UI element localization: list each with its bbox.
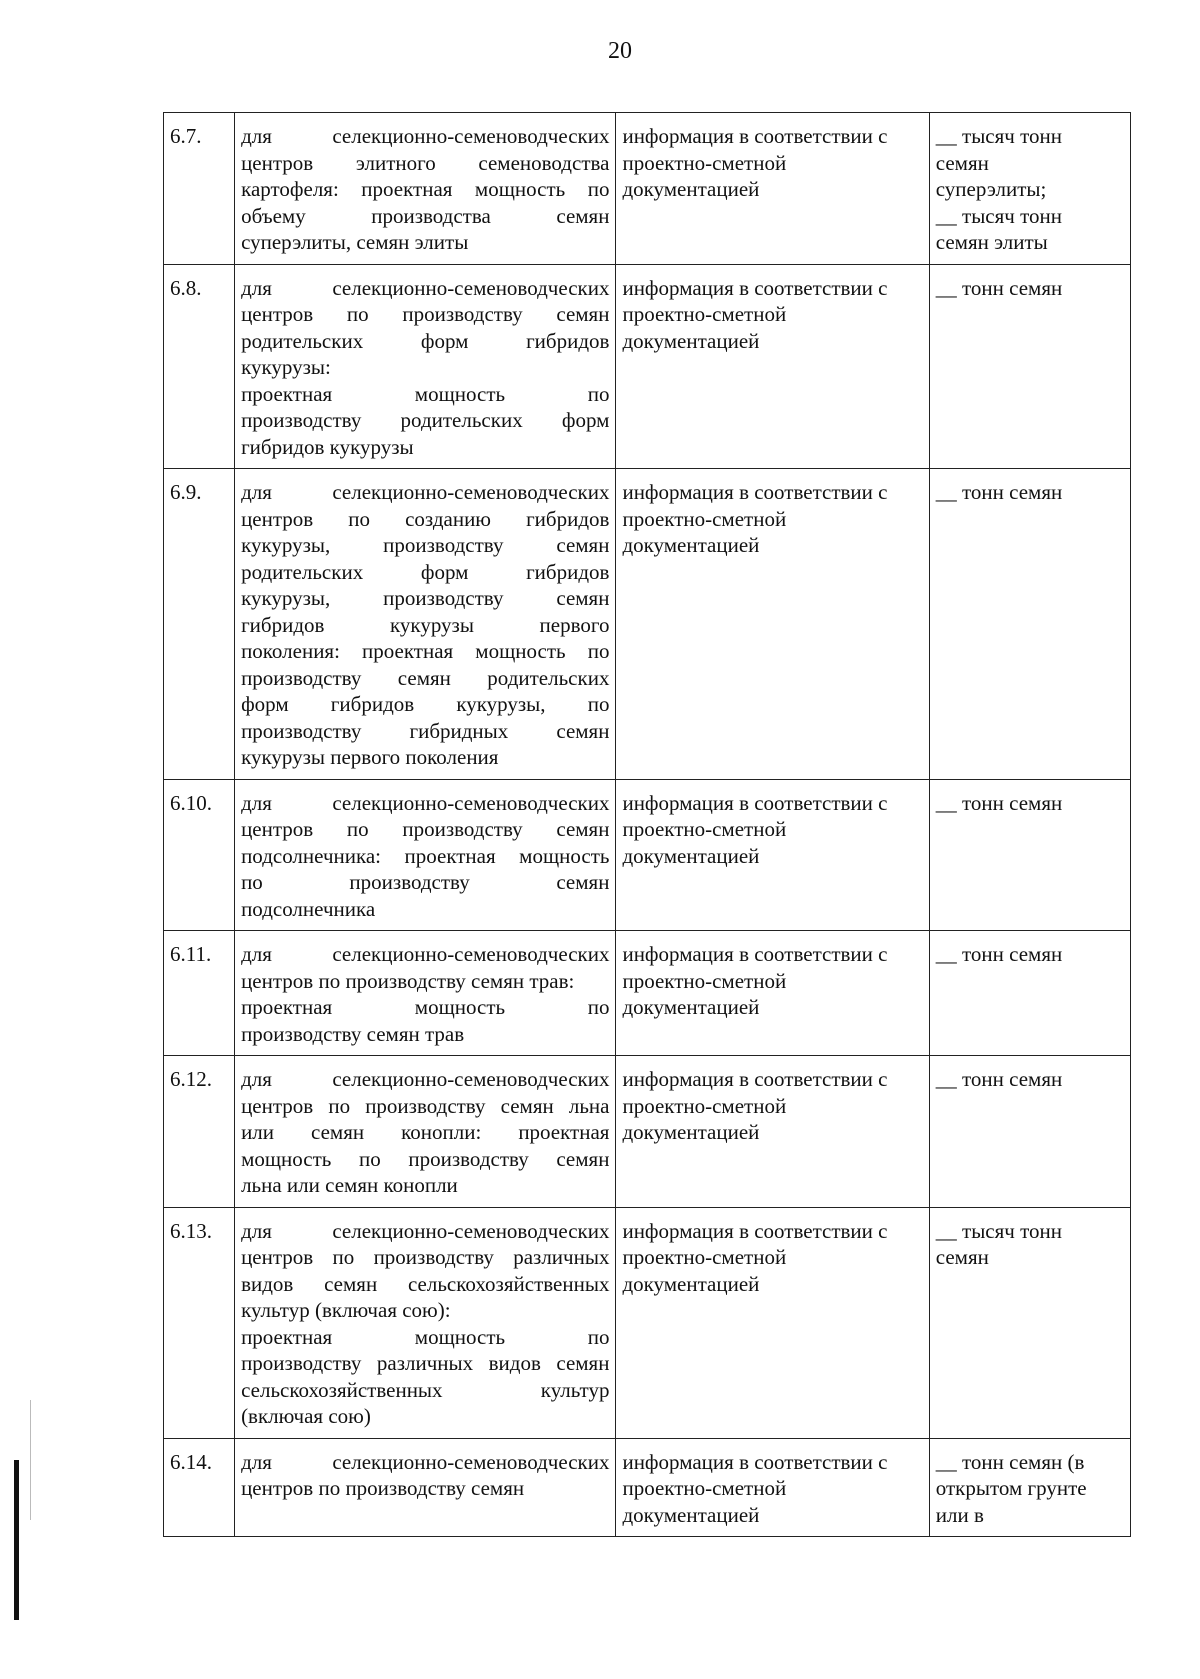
cell-text-line: семян [935, 150, 989, 175]
cell-text-line: (включая сою) [241, 1404, 371, 1428]
cell-text-line: для селекционно-семеноводческих [241, 480, 610, 504]
row-number: 6.9. [164, 469, 235, 780]
table-row [164, 931, 1131, 1056]
cell-text-line: центров по созданию гибридов [241, 506, 610, 531]
cell-text-line: документацией [622, 995, 760, 1019]
cell-text-line: для селекционно-семеноводческих [241, 942, 610, 966]
cell-text-line: __ тонн семян (в [935, 1449, 1085, 1474]
cell-text-line: семян элиты [935, 230, 1048, 254]
cell-text-line: центров элитного семеноводства [241, 150, 610, 175]
unit-of-measure [929, 469, 1130, 780]
row-number: 6.12. [164, 1056, 235, 1208]
cell-text-line: информация в соответствии с [622, 942, 888, 966]
cell-text-line: видов семян сельскохозяйственных [241, 1271, 610, 1296]
cell-text-line: информация в соответствии с [622, 1218, 888, 1243]
cell-text-line: гибридов кукурузы первого [241, 612, 610, 637]
cell-text-line: документацией [622, 1271, 760, 1296]
cell-text-line: центров по производству семян льна [241, 1093, 610, 1118]
cell-text-line: проектно-сметной [622, 506, 787, 531]
cell-text-line: центров по производству семян [241, 1476, 525, 1500]
cell-text-line: документацией [622, 1502, 760, 1527]
cell-text-line: проектно-сметной [622, 150, 787, 175]
cell-text-line: проектно-сметной [622, 968, 787, 993]
cell-text-line: документацией [622, 843, 760, 868]
cell-text-line: кукурузы, производству семян [241, 586, 610, 610]
information-source [616, 779, 929, 931]
cell-text-line: для селекционно-семеноводческих [241, 124, 610, 148]
cell-text-line: культур (включая сою): [241, 1298, 451, 1322]
indicator-description [235, 931, 616, 1056]
indicator-description [235, 264, 616, 469]
cell-text-line: центров по производству различных [241, 1245, 610, 1269]
cell-text-line: проектно-сметной [622, 817, 787, 841]
cell-text-line: для селекционно-семеноводческих [241, 1218, 610, 1243]
cell-text-line: гибридов кукурузы [241, 434, 414, 459]
information-source [616, 931, 929, 1056]
cell-text-line: для селекционно-семеноводческих [241, 790, 610, 815]
information-source [616, 1207, 929, 1438]
cell-text-line: __ тонн семян [935, 275, 1063, 300]
page-number: 20 [608, 38, 632, 64]
cell-text-line: поколения: проектная мощность по [241, 639, 610, 663]
unit-of-measure [929, 1056, 1130, 1208]
row-number: 6.11. [164, 931, 235, 1056]
cell-text-line: проектно-сметной [622, 302, 787, 326]
cell-text-line: объему производства семян [241, 203, 610, 228]
indicator-description [235, 113, 616, 265]
cell-text-line: сельскохозяйственных культур [241, 1377, 610, 1402]
cell-text-line: проектная мощность по [241, 381, 610, 406]
indicators-table [163, 112, 1131, 1537]
cell-text-line: __ тонн семян [935, 942, 1063, 966]
table-row [164, 264, 1131, 469]
cell-text-line: центров по производству семян [241, 302, 610, 326]
row-number: 6.13. [164, 1207, 235, 1438]
cell-text-line: производству родительских форм [241, 408, 610, 432]
cell-text-line: или в [935, 1502, 984, 1527]
cell-text-line: подсолнечника: проектная мощность [241, 843, 610, 868]
cell-text-line: проектная мощность по [241, 995, 610, 1019]
cell-text-line: подсолнечника [241, 896, 376, 921]
cell-text-line: центров по производству семян трав: [241, 968, 575, 993]
table-row [164, 1207, 1131, 1438]
information-source [616, 1056, 929, 1208]
cell-text-line: информация в соответствии с [622, 1067, 888, 1091]
cell-text-line: информация в соответствии с [622, 124, 888, 148]
cell-text-line: кукурузы, производству семян [241, 533, 610, 557]
cell-text-line: проектно-сметной [622, 1245, 787, 1269]
cell-text-line: производству семян трав [241, 1021, 465, 1046]
cell-text-line: __ тонн семян [935, 1067, 1063, 1091]
unit-of-measure [929, 113, 1130, 265]
cell-text-line: центров по производству семян [241, 817, 610, 841]
cell-text-line: суперэлиты; [935, 177, 1047, 201]
cell-text-line: информация в соответствии с [622, 480, 888, 504]
unit-of-measure [929, 931, 1130, 1056]
scan-edge-mark [14, 1460, 19, 1620]
table-row [164, 1056, 1131, 1208]
row-number: 6.10. [164, 779, 235, 931]
cell-text-line: __ тысяч тонн [935, 124, 1062, 148]
cell-text-line: __ тонн семян [935, 480, 1063, 504]
table-row [164, 1438, 1131, 1537]
unit-of-measure [929, 1438, 1130, 1537]
cell-text-line: производству различных видов семян [241, 1351, 610, 1375]
cell-text-line: кукурузы: [241, 355, 331, 379]
cell-text-line: для селекционно-семеноводческих [241, 1449, 610, 1474]
cell-text-line: __ тонн семян [935, 790, 1063, 815]
cell-text-line: форм гибридов кукурузы, по [241, 692, 610, 716]
cell-text-line: для селекционно-семеноводческих [241, 275, 610, 300]
cell-text-line: производству семян родительских [241, 665, 610, 690]
cell-text-line: __ тысяч тонн [935, 203, 1062, 228]
table-row [164, 469, 1131, 780]
row-number: 6.8. [164, 264, 235, 469]
cell-text-line: документацией [622, 533, 760, 557]
scan-edge-mark-faint [30, 1400, 31, 1520]
cell-text-line: проектно-сметной [622, 1093, 787, 1118]
cell-text-line: родительских форм гибридов [241, 328, 610, 353]
information-source [616, 469, 929, 780]
cell-text-line: проектно-сметной [622, 1476, 787, 1500]
cell-text-line: проектная мощность по [241, 1324, 610, 1349]
indicator-description [235, 469, 616, 780]
cell-text-line: родительских форм гибридов [241, 559, 610, 584]
unit-of-measure [929, 1207, 1130, 1438]
cell-text-line: кукурузы первого поколения [241, 745, 499, 769]
cell-text-line: открытом грунте [935, 1476, 1087, 1500]
cell-text-line: суперэлиты, семян элиты [241, 230, 469, 254]
cell-text-line: информация в соответствии с [622, 790, 888, 815]
cell-text-line: или семян конопли: проектная [241, 1120, 610, 1144]
information-source [616, 113, 929, 265]
cell-text-line: картофеля: проектная мощность по [241, 177, 610, 201]
cell-text-line: информация в соответствии с [622, 1449, 888, 1474]
cell-text-line: по производству семян [241, 870, 610, 894]
indicator-description [235, 1438, 616, 1537]
cell-text-line: производству гибридных семян [241, 718, 610, 743]
cell-text-line: для селекционно-семеноводческих [241, 1067, 610, 1091]
table-row [164, 779, 1131, 931]
cell-text-line: __ тысяч тонн [935, 1218, 1062, 1243]
unit-of-measure [929, 264, 1130, 469]
indicator-description [235, 1207, 616, 1438]
row-number: 6.7. [164, 113, 235, 265]
cell-text-line: документацией [622, 177, 760, 201]
cell-text-line: информация в соответствии с [622, 275, 888, 300]
cell-text-line: семян [935, 1245, 989, 1269]
information-source [616, 1438, 929, 1537]
cell-text-line: мощность по производству семян [241, 1146, 610, 1171]
indicator-description [235, 1056, 616, 1208]
cell-text-line: документацией [622, 1120, 760, 1144]
cell-text-line: льна или семян конопли [241, 1173, 458, 1197]
cell-text-line: документацией [622, 328, 760, 353]
table-row [164, 113, 1131, 265]
row-number: 6.14. [164, 1438, 235, 1537]
indicator-description [235, 779, 616, 931]
information-source [616, 264, 929, 469]
unit-of-measure [929, 779, 1130, 931]
